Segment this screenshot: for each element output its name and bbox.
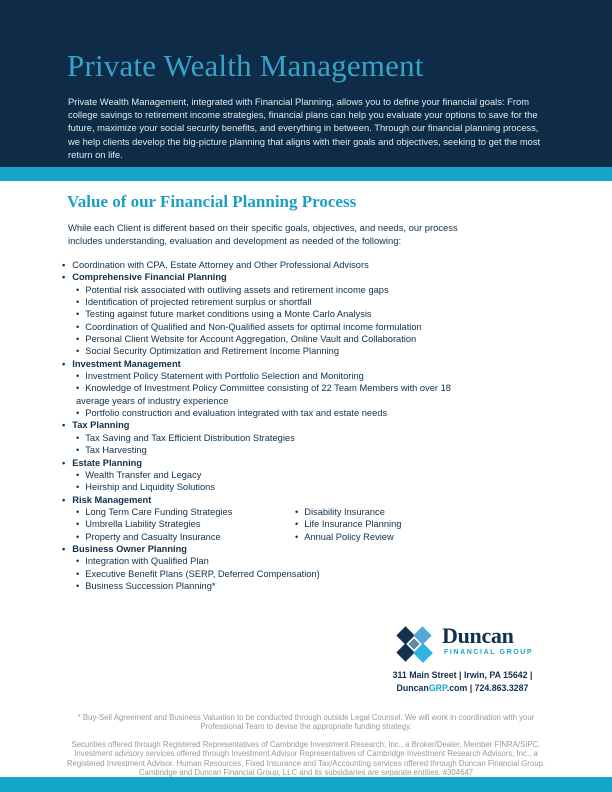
section-heading: Value of our Financial Planning Process <box>67 192 357 211</box>
bullet-item: • Tax Harvesting <box>76 444 558 456</box>
bullet-item: • Investment Policy Statement with Portfolio Selection and Monitoring <box>76 370 558 382</box>
bullet-item: • Long Term Care Funding Strategies <box>76 506 295 518</box>
footnote-text: * Buy-Sell Agreement and Business Valuation to be conducted through outside Legal Counsel. We will work in coordination with your Professional Team to devise the appropriate funding strategy. <box>77 713 535 732</box>
risk-columns <box>62 506 558 543</box>
bullet-item: • Social Security Optimization and Retirement Income Planning <box>76 345 558 357</box>
risk-column-right <box>295 506 558 543</box>
disclaimer-text: Securities offered through Registered Representatives of Cambridge Investment Research, Inc., a Broker/Dealer, Member FINRA/SIPC. Investment advisory services offered through Investment Advisor Representatives of Cambridge Investment Research Advisors, Inc., a Registered Investment Advisor. Human Resources, Fixed Insurance and Tax/Accounting services offered through Duncan Financial Group. Cambridge and Duncan Financial Group, LLC and its subsidiaries are separate entities. #304647 <box>66 740 546 778</box>
bullet-group-tax: • Tax Planning <box>62 419 558 431</box>
bullet-item: • Life Insurance Planning <box>295 518 558 530</box>
bullet-item: • Knowledge of Investment Policy Committee consisting of 22 Team Members with over 18 average years of industry experience <box>76 382 481 407</box>
logo-tagline: FINANCIAL GROUP <box>444 649 534 656</box>
page-title: Private Wealth Management <box>67 48 424 83</box>
section-intro: While each Client is different based on their specific goals, objectives, and needs, our process includes understanding, evaluation and development as needed of the following: <box>68 222 458 246</box>
bullet-group-estate: • Estate Planning <box>62 457 558 469</box>
logo-brand-name: Duncan <box>442 623 514 648</box>
bullet-item: • Portfolio construction and evaluation integrated with tax and estate needs <box>76 407 558 419</box>
website-grp-highlight: GRP <box>428 683 447 693</box>
bullet-item: • Heirship and Liquidity Solutions <box>76 481 558 493</box>
bullet-item: • Disability Insurance <box>295 506 558 518</box>
contact-block <box>370 669 555 695</box>
bullet-item: • Testing against future market conditions using a Monte Carlo Analysis <box>76 308 558 320</box>
contact-web-phone <box>370 682 555 695</box>
teal-divider <box>0 167 612 181</box>
bullet-item: • Coordination of Qualified and Non-Qualified assets for optimal income formulation <box>76 321 558 333</box>
bullet-item: • Executive Benefit Plans (SERP, Deferred Compensation) <box>76 568 558 580</box>
process-list <box>62 259 558 592</box>
bullet-item: • Wealth Transfer and Legacy <box>76 469 558 481</box>
diamond-cluster-icon <box>395 624 439 666</box>
bullet-item: • Integration with Qualified Plan <box>76 555 558 567</box>
bullet-item: • Tax Saving and Tax Efficient Distribution Strategies <box>76 432 558 444</box>
bottom-teal-band <box>0 777 612 792</box>
bullet-item: • Business Succession Planning* <box>76 580 558 592</box>
bullet-item: • Property and Casualty Insurance <box>76 531 295 543</box>
hero-banner <box>0 0 612 167</box>
risk-column-left <box>62 506 295 543</box>
website-suffix-phone: .com | 724.863.3287 <box>446 683 529 693</box>
bullet-item: • Umbrella Liability Strategies <box>76 518 295 530</box>
bullet-item: • Annual Policy Review <box>295 531 558 543</box>
bullet-item: • Identification of projected retirement surplus or shortfall <box>76 296 558 308</box>
bullet-item: • Potential risk associated with outliving assets and retirement income gaps <box>76 284 558 296</box>
bullet-item-advisors: • Coordination with CPA, Estate Attorney and Other Professional Advisors <box>62 259 558 271</box>
hero-description: Private Wealth Management, integrated with Financial Planning, allows you to define your financial goals: From college savings to retirement income strategies, financial plans can help you evaluate your options to save for the future, maximize your social security benefits, and everything in between. Through our financial planning process, we help clients develop the big-picture planning that aligns with their goals and objectives, seeking to get the most return on life. <box>68 96 541 160</box>
bullet-group-business: • Business Owner Planning <box>62 543 558 555</box>
bullet-group-investment: • Investment Management <box>62 358 558 370</box>
bullet-group-comprehensive: • Comprehensive Financial Planning <box>62 271 558 283</box>
bullet-group-risk: • Risk Management <box>62 494 558 506</box>
bullet-item: • Personal Client Website for Account Aggregation, Online Vault and Collaboration <box>76 333 558 345</box>
company-logo <box>395 623 555 667</box>
website-prefix: Duncan <box>396 683 429 693</box>
contact-address: 311 Main Street | Irwin, PA 15642 | <box>392 670 533 680</box>
